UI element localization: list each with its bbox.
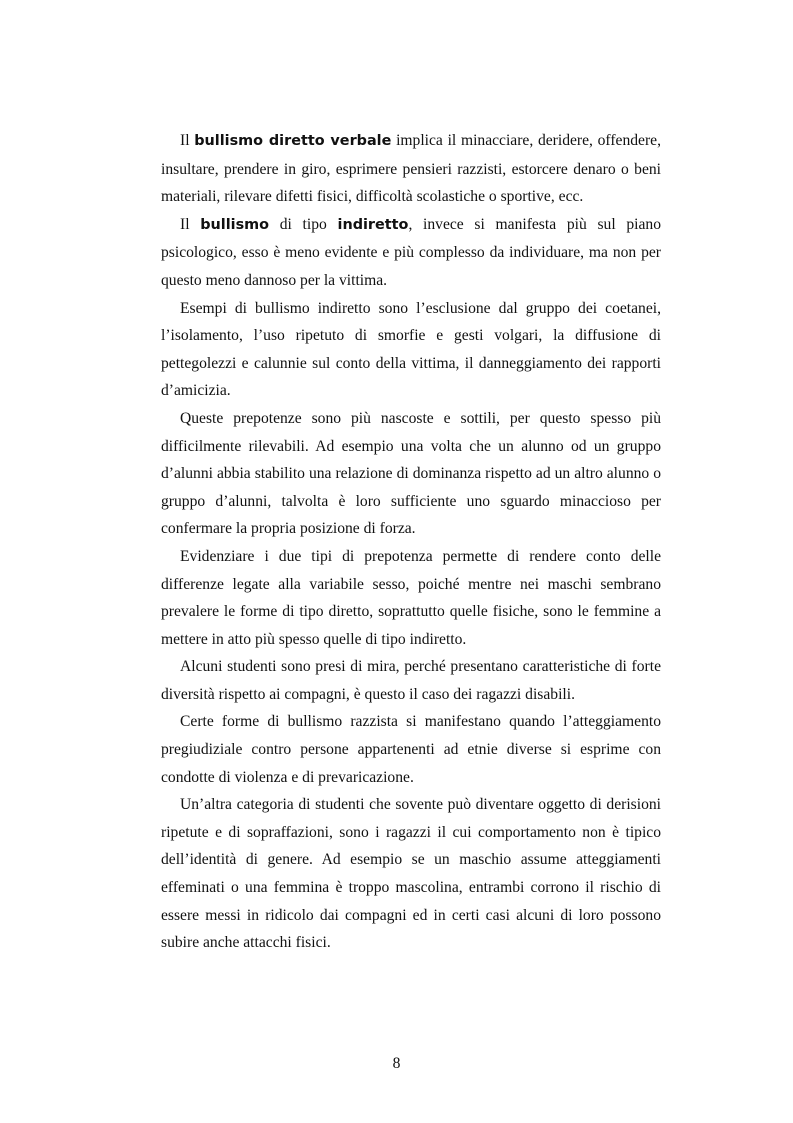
bold-term: bullismo diretto verbale — [194, 133, 392, 149]
text-segment: Il — [180, 215, 201, 233]
bold-term: indiretto — [337, 216, 409, 233]
text-segment: Alcuni studenti sono presi di mira, perché presentano caratteristiche di forte diversità rispetto ai compagni, è questo il caso dei ragazzi disabili. — [161, 658, 661, 703]
text-segment: Evidenziare i due tipi di prepotenza permette di rendere conto delle differenze legate alla variabile sesso, poiché mentre nei maschi sembrano prevalere le forme di tipo diretto, soprattutto quelle fisiche, sono le femmine a mettere in atto più spesso quelle di tipo indiretto. — [161, 547, 661, 648]
document-body — [161, 127, 661, 957]
paragraph-5 — [161, 543, 661, 653]
paragraph-6 — [161, 653, 661, 708]
page-number: 8 — [392, 1055, 401, 1072]
text-segment: , invece si manifesta più sul piano psicologico, esso è meno evidente e più complesso da individuare, ma non per questo meno dannoso per la vittima. — [161, 215, 661, 289]
paragraph-1 — [161, 127, 661, 211]
paragraph-3 — [161, 295, 661, 405]
paragraph-4 — [161, 405, 661, 543]
paragraph-8 — [161, 791, 661, 957]
text-segment: Queste prepotenze sono più nascoste e sottili, per questo spesso più difficilmente rilevabili. Ad esempio una volta che un alunno od un gruppo d’alunni abbia stabilito una relazione di dominanza rispetto ad un altro alunno o gruppo d’alunni, talvolta è loro sufficiente uno sguardo minaccioso per confermare la propria posizione di forza. — [161, 409, 661, 538]
bold-term: bullismo — [200, 216, 270, 233]
paragraph-2 — [161, 211, 661, 295]
text-segment: Il — [180, 132, 195, 149]
text-segment: Certe forme di bullismo razzista si manifestano quando l’atteggiamento pregiudiziale contro persone appartenenti ad etnie diverse si esprime con condotte di violenza e di prevaricazione. — [161, 713, 661, 786]
text-segment: di tipo — [269, 215, 338, 233]
text-segment: implica il minacciare, deridere, offendere, insultare, prendere in giro, esprimere pensieri razzisti, estorcere denaro o beni materiali, rilevare difetti fisici, difficoltà scolastiche o sportive, ecc. — [161, 132, 661, 206]
text-segment: Un’altra categoria di studenti che sovente può diventare oggetto di derisioni ripetute e di sopraffazioni, sono i ragazzi il cui comportamento non è tipico dell’identità di genere. Ad esempio se un maschio assume atteggiamenti effeminati o una femmina è troppo mascolina, entrambi corrono il rischio di essere messi in ridicolo dai compagni ed in certi casi alcuni di loro possono subire anche attacchi fisici. — [161, 796, 661, 952]
text-segment: Esempi di bullismo indiretto sono l’esclusione dal gruppo dei coetanei, l’isolamento, l’uso ripetuto di smorfie e gesti volgari, la diffusione di pettegolezzi e calunnie sul conto della vittima, il danneggiamento dei rapporti d’amicizia. — [161, 299, 661, 400]
paragraph-7 — [161, 708, 661, 791]
